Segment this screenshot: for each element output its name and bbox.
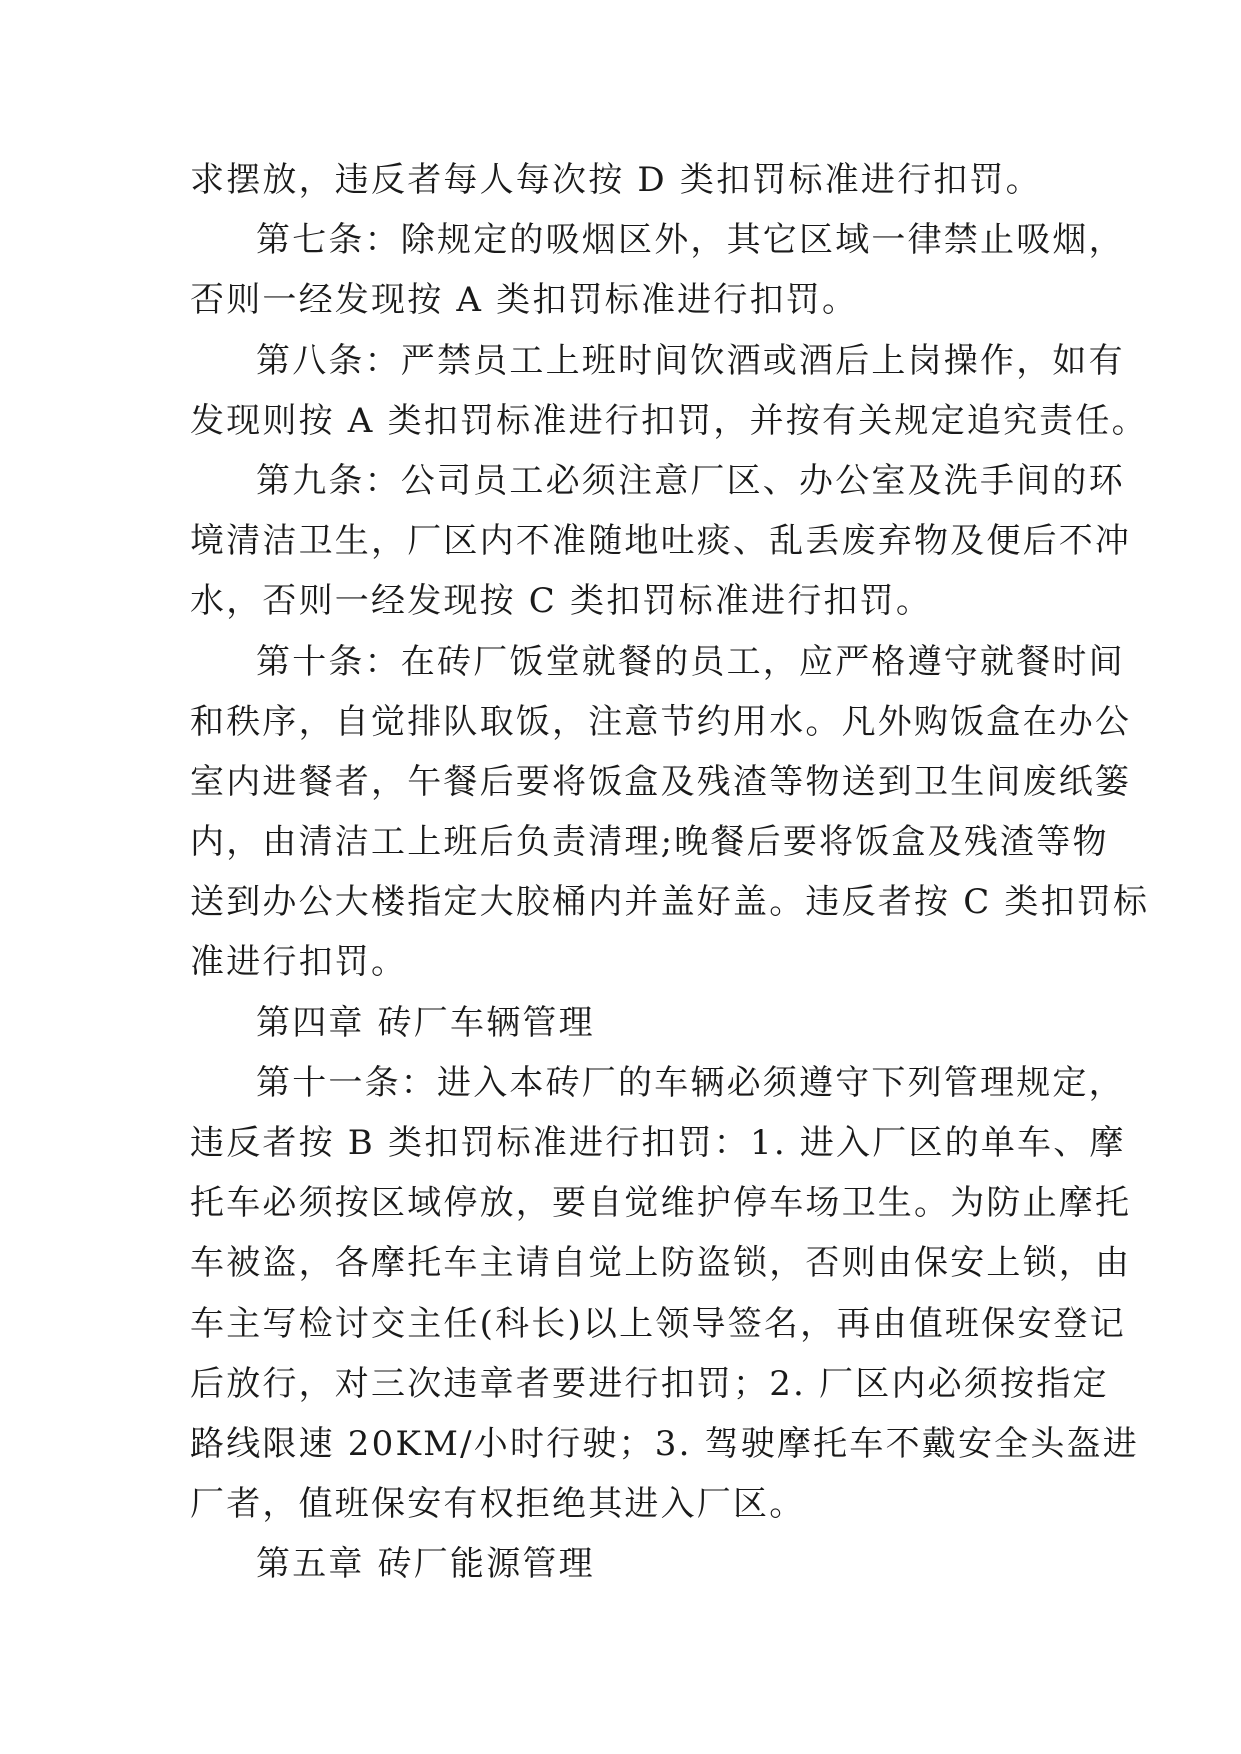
text-line: 求摆放，违反者每人每次按 D 类扣罚标准进行扣罚。: [190, 160, 1042, 200]
article-11-heading-line: 第十一条：进入本砖厂的车辆必须遵守下列管理规定，: [256, 1062, 1125, 1103]
text-line: 后放行，对三次违章者要进行扣罚；2. 厂区内必须按指定: [190, 1363, 1109, 1404]
chapter-5-heading: 第五章 砖厂能源管理: [256, 1544, 595, 1585]
text-line: 车主写检讨交主任(科长)以上领导签名，再由值班保安登记: [190, 1303, 1126, 1344]
text-line: 境清洁卫生，厂区内不准随地吐痰、乱丢废弃物及便后不冲: [190, 521, 1132, 562]
text-line: 水，否则一经发现按 C 类扣罚标准进行扣罚。: [190, 581, 933, 622]
text-line: 送到办公大楼指定大胶桶内并盖好盖。违反者按 C 类扣罚标: [190, 882, 1150, 923]
text-line: 和秩序，自觉排队取饭，注意节约用水。凡外购饭盒在办公: [190, 701, 1132, 742]
text-line: 违反者按 B 类扣罚标准进行扣罚：1. 进入厂区的单车、摩: [190, 1123, 1126, 1163]
article-8-heading-line: 第八条：严禁员工上班时间饮酒或酒后上岗操作，如有: [256, 340, 1125, 381]
text-line: 发现则按 A 类扣罚标准进行扣罚，并按有关规定追究责任。: [190, 400, 1148, 441]
text-line: 路线限速 20KM/小时行驶；3. 驾驶摩托车不戴安全头盔进: [190, 1423, 1139, 1464]
text-line: 车被盗，各摩托车主请自觉上防盗锁，否则由保安上锁，由: [190, 1243, 1132, 1284]
chapter-4-heading: 第四章 砖厂车辆管理: [256, 1002, 595, 1043]
document-body: [190, 150, 1150, 1595]
text-line: 内，由清洁工上班后负责清理;晚餐后要将饭盒及残渣等物: [190, 822, 1109, 863]
text-line: 托车必须按区域停放，要自觉维护停车场卫生。为防止摩托: [190, 1183, 1132, 1224]
text-line: 室内进餐者，午餐后要将饭盒及残渣等物送到卫生间废纸篓: [190, 761, 1132, 802]
article-9-heading-line: 第九条：公司员工必须注意厂区、办公室及洗手间的环: [256, 460, 1125, 501]
article-7-heading-line: 第七条：除规定的吸烟区外，其它区域一律禁止吸烟，: [256, 220, 1125, 261]
text-line: 否则一经发现按 A 类扣罚标准进行扣罚。: [190, 280, 859, 321]
article-10-heading-line: 第十条：在砖厂饭堂就餐的员工，应严格遵守就餐时间: [256, 641, 1125, 682]
text-line: 厂者，值班保安有权拒绝其进入厂区。: [190, 1484, 806, 1525]
text-line: 准进行扣罚。: [190, 942, 408, 983]
